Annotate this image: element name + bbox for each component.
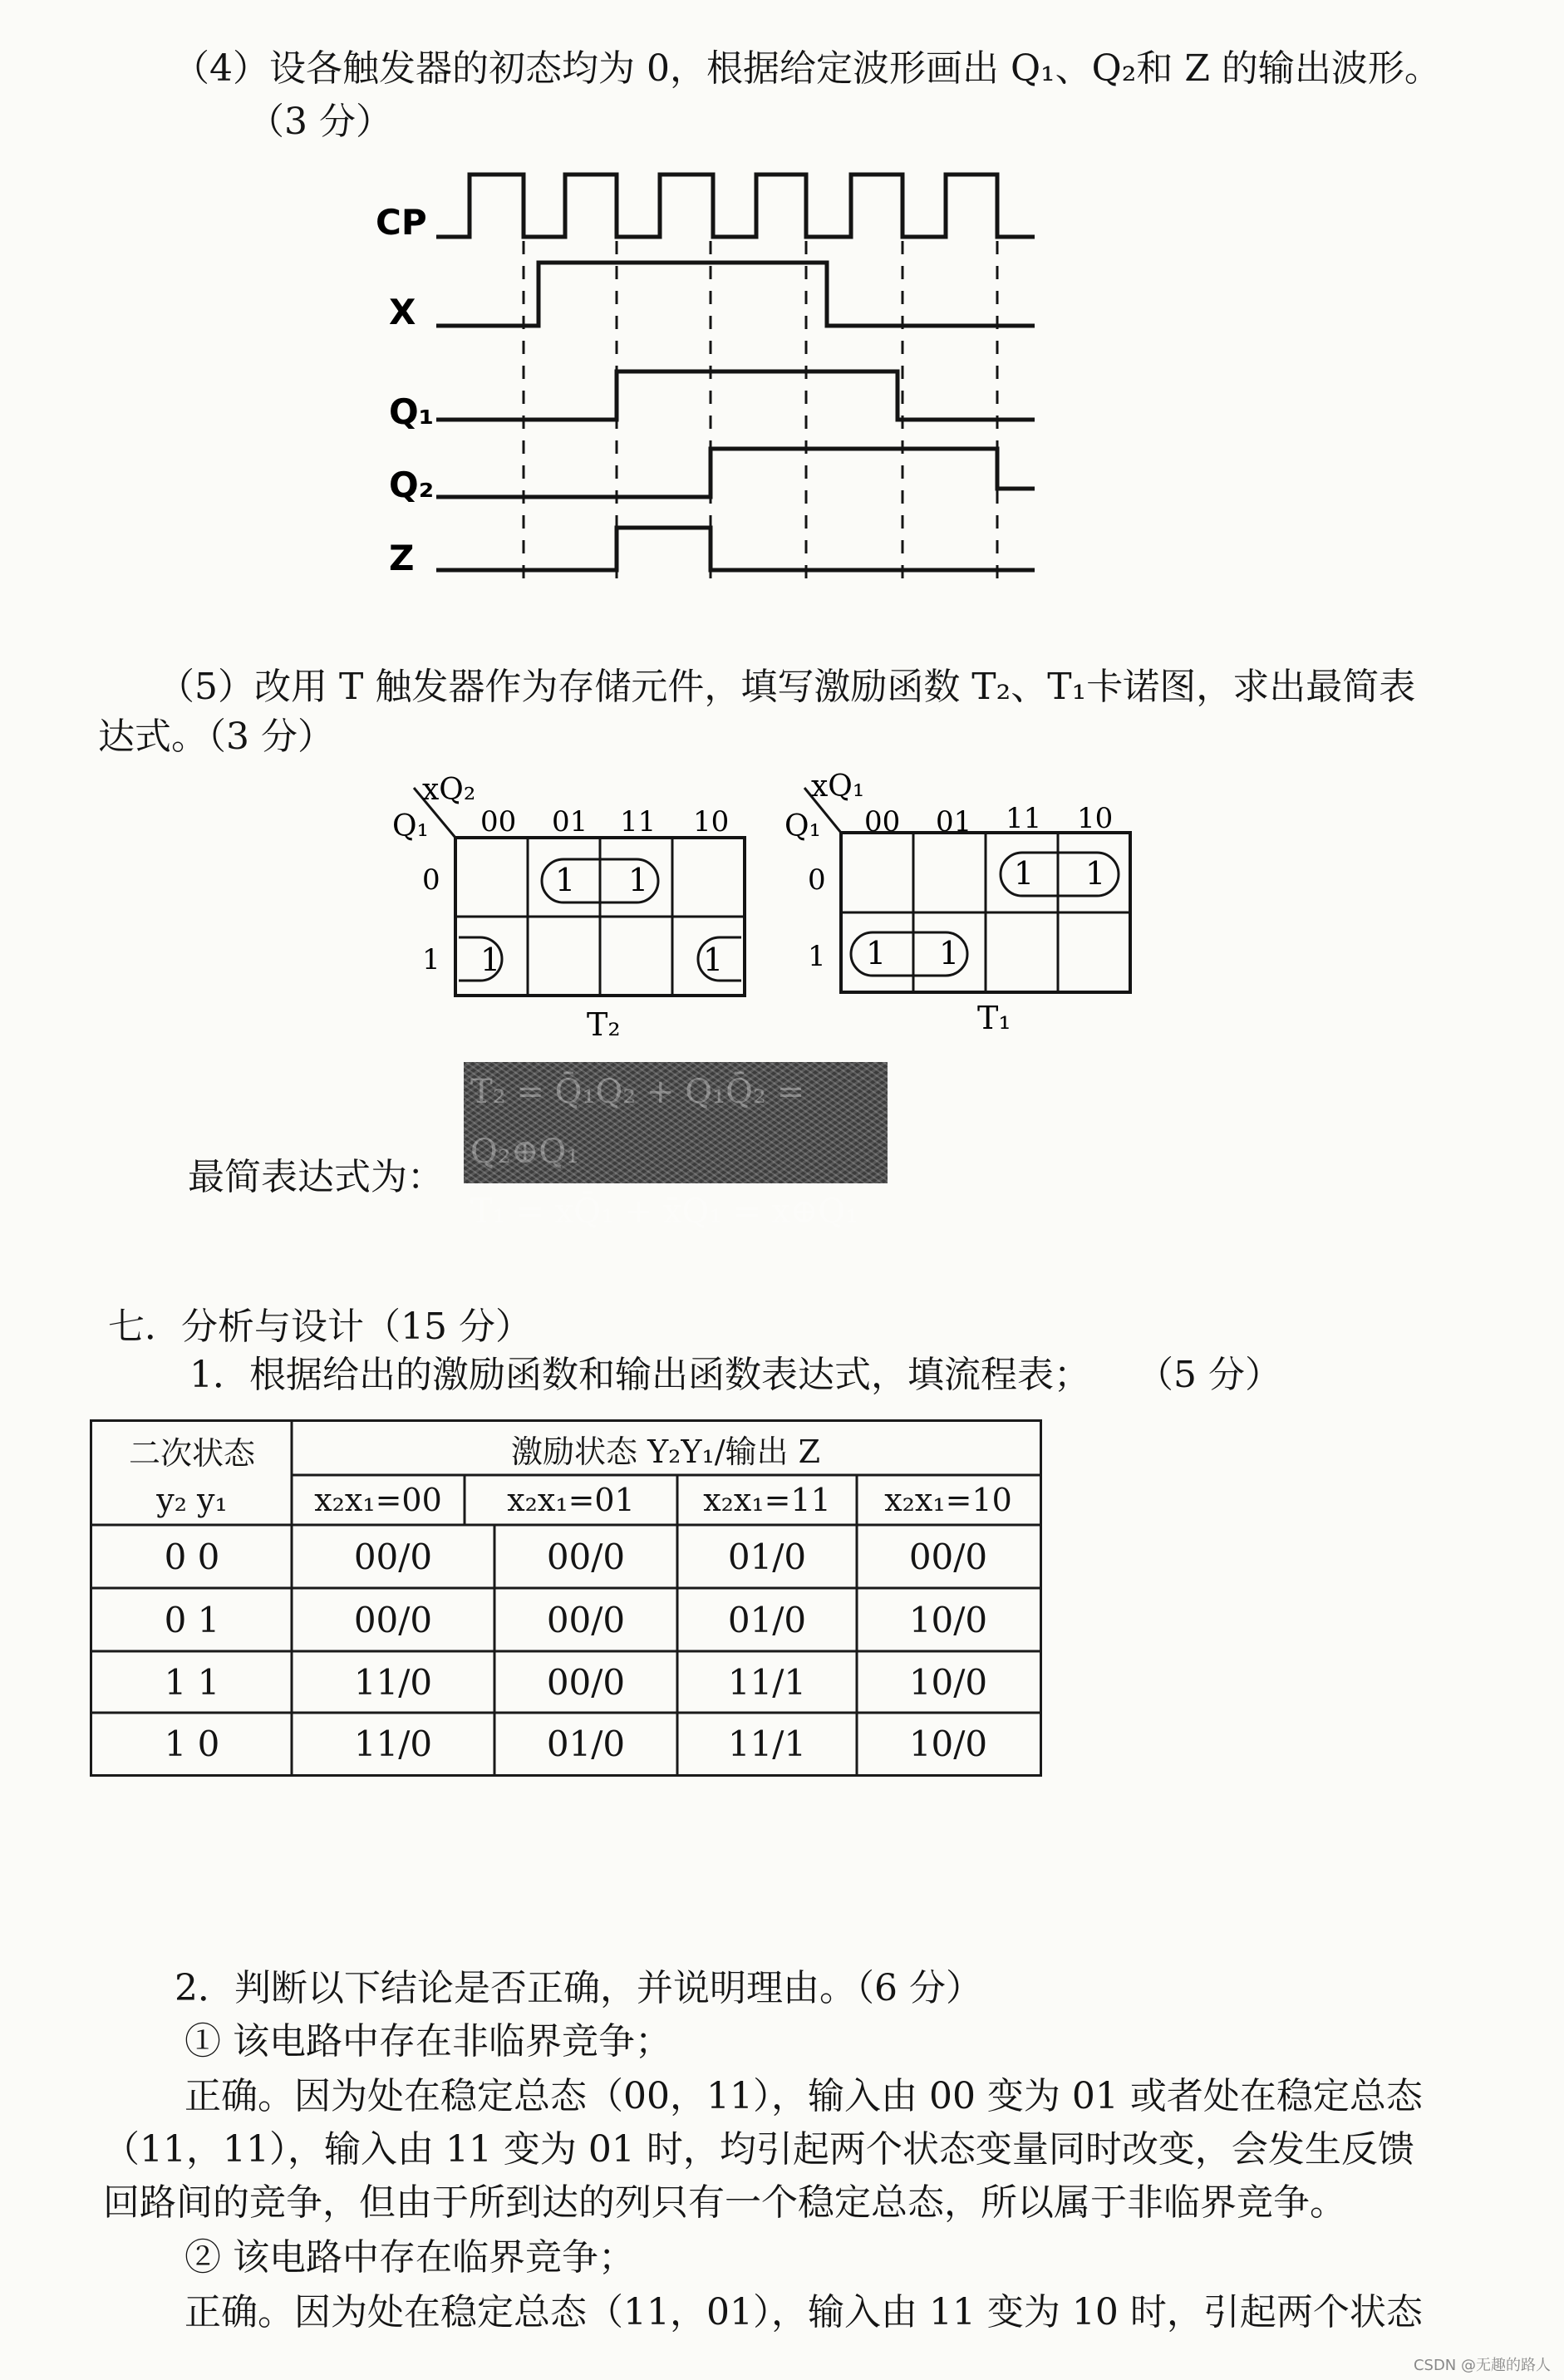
flow-table <box>90 1419 1042 1777</box>
table-col-3: x₂x₁=10 <box>884 1482 1012 1518</box>
table-head-state-sub: y₂ y₁ <box>156 1482 228 1518</box>
expr-line-1: T₂ = Q̄₁Q₂ + Q₁Q̄₂ = Q₂⊕Q₁ <box>470 1073 805 1171</box>
q5-text-line1: （5）改用 T 触发器作为存储元件，填写激励函数 T₂、T₁卡诺图，求出最简表 <box>158 666 1416 708</box>
kmap-t2-cell-0-1: 1 <box>555 862 576 898</box>
expr-label: 最简表达式为： <box>188 1156 444 1198</box>
kmap-t1-cell-0-2: 1 <box>1014 855 1035 892</box>
table-col-2: x₂x₁=11 <box>703 1482 831 1518</box>
table-row-1-c1: 00/0 <box>546 1599 626 1640</box>
wave-label-x: X <box>389 292 416 332</box>
conclusion-1-para-1: 正确。因为处在稳定总态（00，11），输入由 00 变为 01 或者处在稳定总态 <box>184 2075 1423 2117</box>
kmap-t1-cell-1-0: 1 <box>866 935 887 971</box>
table-row-3-c0: 11/0 <box>353 1723 433 1764</box>
table-col-1: x₂x₁=01 <box>507 1482 635 1518</box>
conclusion-2-para-1: 正确。因为处在稳定总态（11，01），输入由 11 变为 10 时，引起两个状态 <box>184 2291 1423 2333</box>
table-row-2-c2: 11/1 <box>727 1661 807 1703</box>
table-row-0-c1: 00/0 <box>546 1536 626 1577</box>
conclusion-1: ① 该电路中存在非临界竞争； <box>184 2020 671 2063</box>
kmap-t2-col-0: 00 <box>480 805 517 838</box>
table-row-2-state: 1 1 <box>164 1661 220 1703</box>
conclusion-1-para-3: 回路间的竞争，但由于所到达的列只有一个稳定总态，所以属于非临界竞争。 <box>103 2181 1346 2224</box>
kmap-t2 <box>392 773 745 1043</box>
kmap-t1-row-1: 1 <box>808 940 826 973</box>
kmaps <box>0 0 1564 1080</box>
wave-label-cp: CP <box>376 202 427 243</box>
table-row-0-c0: 00/0 <box>353 1536 433 1577</box>
wave-label-z: Z <box>389 538 415 578</box>
table-row-2-c0: 11/0 <box>353 1661 433 1703</box>
kmap-t2-col-2: 11 <box>620 805 657 838</box>
kmap-t1-col-0: 00 <box>864 805 901 838</box>
table-row-3-c1: 01/0 <box>546 1723 626 1764</box>
kmap-t2-cell-1-0: 1 <box>480 942 501 978</box>
table-head-excite: 激励状态 Y₂Y₁/输出 Z <box>510 1433 820 1470</box>
kmap-t2-cell-0-2: 1 <box>628 862 649 898</box>
kmap-t1-col-2: 11 <box>1006 802 1042 835</box>
kmap-t1-cell-1-1: 1 <box>939 935 960 971</box>
kmap-t1-row-0: 0 <box>808 863 826 897</box>
csdn-watermark: CSDN @无趣的路人 <box>1413 2357 1551 2374</box>
section7-heading: 七．分析与设计（15 分） <box>108 1306 532 1348</box>
table-row-1-state: 0 1 <box>164 1599 220 1640</box>
conclusion-2: ② 该电路中存在临界竞争； <box>184 2236 635 2279</box>
kmap-t1-cell-0-3: 1 <box>1085 855 1106 892</box>
kmap-t1 <box>784 770 1130 1036</box>
table-row-3-state: 1 0 <box>164 1723 220 1764</box>
table-row-1-c0: 00/0 <box>353 1599 433 1640</box>
conclusion-1-para-2: （11，11），输入由 11 变为 01 时，均引起两个状态变量同时改变，会发生反馈 <box>103 2128 1414 2171</box>
kmap-t2-col-3: 10 <box>693 805 730 838</box>
section7-item1: 1．根据给出的激励函数和输出函数表达式，填流程表； <box>189 1354 1090 1396</box>
kmap-t2-corner-left: Q₁ <box>392 809 429 843</box>
kmap-t2-name: T₂ <box>587 1006 621 1043</box>
section7-item1-score: （5 分） <box>1137 1354 1281 1396</box>
table-row-0-c3: 00/0 <box>908 1536 988 1577</box>
table-row-2-c3: 10/0 <box>908 1661 988 1703</box>
q4-text-line1: （4）设各触发器的初态均为 0，根据给定波形画出 Q₁、Q₂和 Z 的输出波形。 <box>173 47 1441 90</box>
kmap-t1-corner-left: Q₁ <box>784 809 821 843</box>
table-row-0-state: 0 0 <box>164 1536 220 1577</box>
wave-label-q1: Q₁ <box>389 391 435 432</box>
kmap-t2-cell-1-3: 1 <box>703 942 724 978</box>
table-col-0: x₂x₁=00 <box>314 1482 442 1518</box>
table-row-1-c2: 01/0 <box>727 1599 807 1640</box>
kmap-t1-corner-top: xQ₁ <box>811 770 865 804</box>
kmap-t2-row-1: 1 <box>422 943 440 976</box>
section7-item2: 2．判断以下结论是否正确，并说明理由。（6 分） <box>175 1967 982 2009</box>
kmap-t1-name: T₁ <box>977 1000 1011 1036</box>
wave-label-q2: Q₂ <box>389 465 435 505</box>
table-row-3-c3: 10/0 <box>908 1723 988 1764</box>
expr-line-2: T₁ = xQ̄₁ + x̄Q₁ = x⊕Q₁ <box>470 1192 859 1231</box>
table-row-0-c2: 01/0 <box>727 1536 807 1577</box>
kmap-t2-corner-top: xQ₂ <box>422 773 476 807</box>
kmap-t2-col-1: 01 <box>552 805 588 838</box>
kmap-t1-col-3: 10 <box>1077 802 1114 835</box>
q5-text-line2: 达式。（3 分） <box>98 715 334 758</box>
q4-text-line2: （3 分） <box>248 101 392 143</box>
table-head-state: 二次状态 <box>128 1434 255 1472</box>
table-row-2-c1: 00/0 <box>546 1661 626 1703</box>
table-row-3-c2: 11/1 <box>727 1723 807 1764</box>
table-row-1-c3: 10/0 <box>908 1599 988 1640</box>
kmap-t1-col-1: 01 <box>936 805 972 838</box>
expression-redacted-box <box>464 1062 888 1231</box>
kmap-t2-row-0: 0 <box>422 863 440 897</box>
